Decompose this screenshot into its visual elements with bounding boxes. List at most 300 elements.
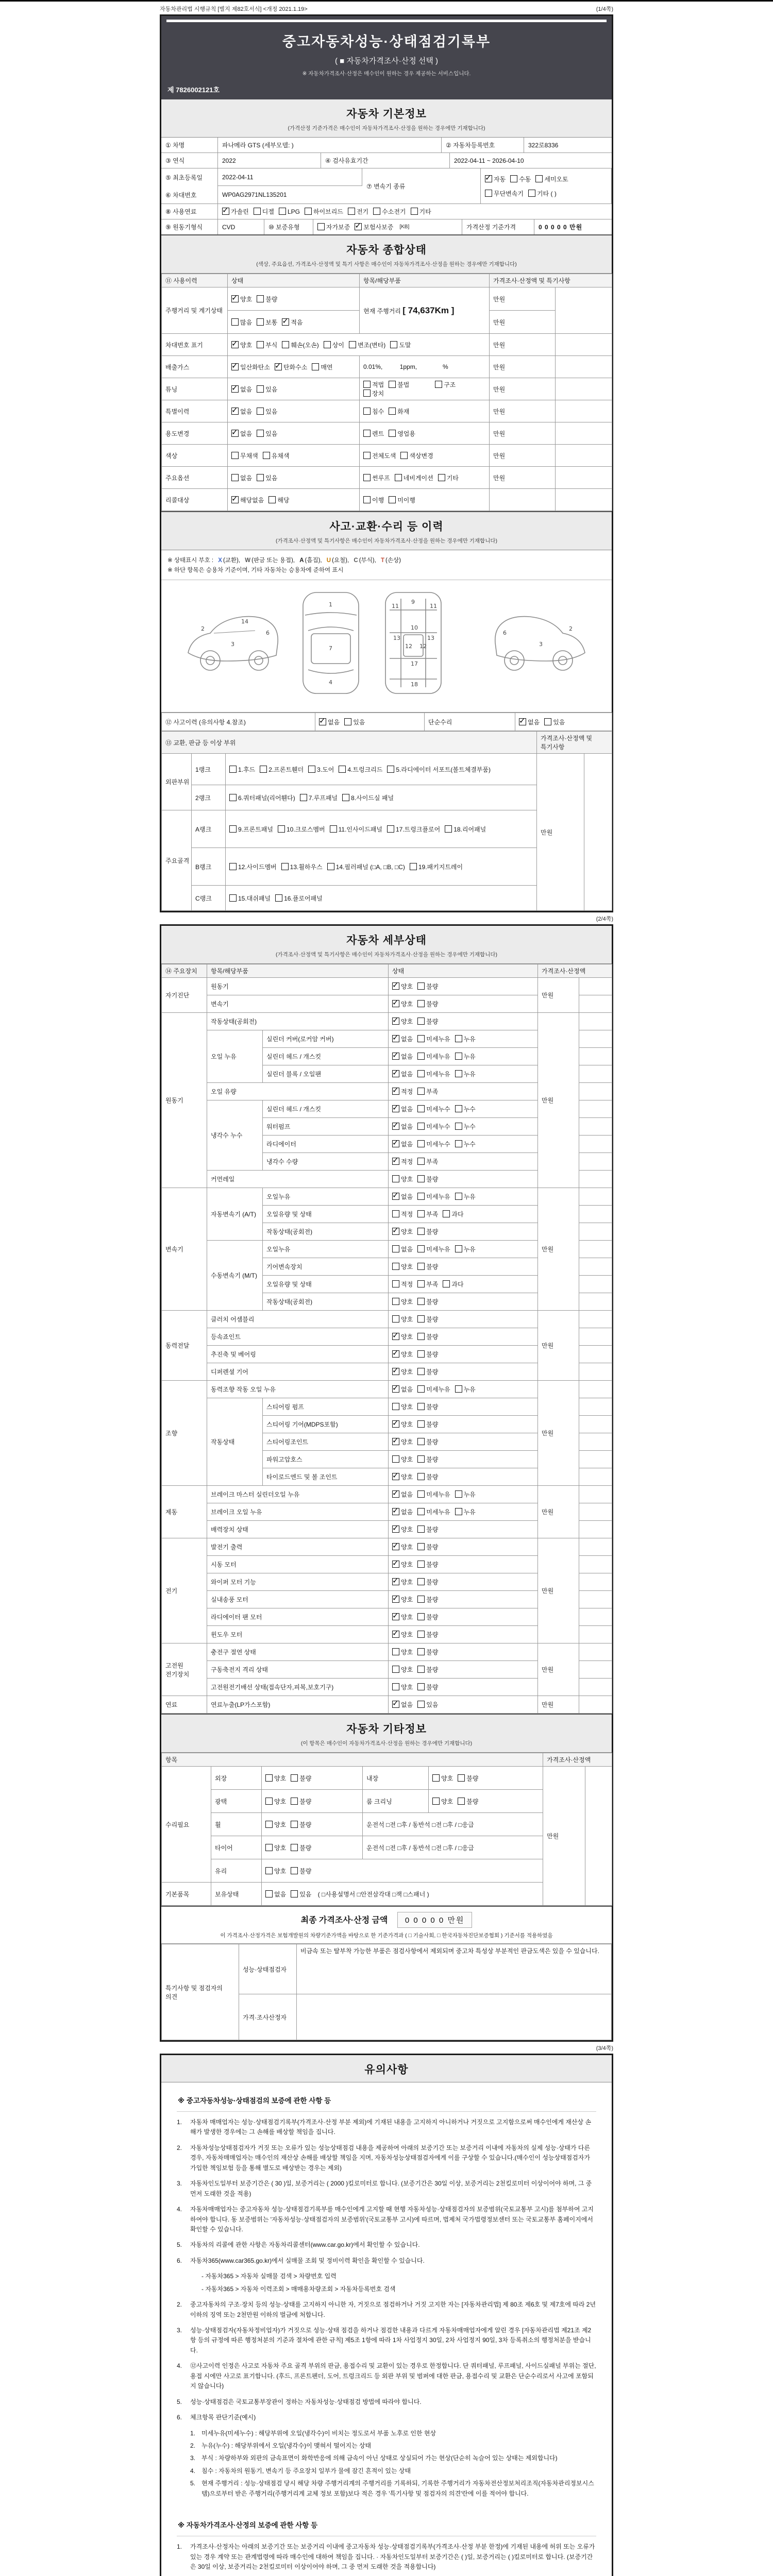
checkbox-option-label: 2.프론트휀더	[268, 766, 304, 773]
checkbox-option-label: 양호	[401, 1298, 413, 1306]
checked-checkbox-icon	[392, 1490, 399, 1498]
recall-fulfill-options	[360, 489, 490, 511]
unchecked-checkbox-icon	[389, 381, 396, 388]
main-frame-label: 주요골격	[162, 810, 192, 911]
unchecked-checkbox-icon	[455, 1035, 462, 1042]
detail-item: 오일 유량	[207, 1083, 389, 1100]
checked-checkbox-icon	[519, 718, 526, 725]
checkbox-option-label: 양호	[274, 1867, 287, 1875]
group-steering: 조향	[162, 1381, 207, 1486]
checkbox-option-label: 미이행	[397, 496, 415, 504]
field-engine-type: CVD	[218, 219, 264, 234]
amount-cell: 만원	[490, 311, 556, 334]
checkbox-option	[392, 1140, 413, 1148]
checkbox-option	[417, 1683, 438, 1691]
checkbox-option	[291, 1843, 311, 1852]
unchecked-checkbox-icon	[455, 1508, 462, 1515]
checkbox-option-label: 불량	[426, 1666, 439, 1673]
checkbox-option	[392, 1122, 413, 1131]
checkbox-option	[417, 1578, 438, 1586]
checkbox-option	[417, 1297, 438, 1306]
checkbox-option-label: 누수	[463, 1106, 476, 1113]
svg-text:3: 3	[231, 641, 234, 648]
unchecked-checkbox-icon	[535, 175, 543, 182]
rankA-items	[226, 810, 537, 848]
checkbox-option	[455, 1507, 476, 1516]
checkbox-option-label: 불량	[299, 1774, 312, 1782]
checkbox-option-label: 불법	[397, 381, 410, 388]
col-main-device: ⑭ 주요장치	[162, 964, 207, 978]
unchecked-checkbox-icon	[417, 1350, 425, 1358]
notice-line-number: 3.	[177, 2327, 182, 2334]
unchecked-checkbox-icon	[417, 1613, 425, 1620]
etc-tire-options	[262, 1836, 363, 1859]
checkbox-option-label: 적음	[291, 318, 303, 326]
svg-text:10: 10	[411, 624, 418, 631]
svg-text:7: 7	[329, 645, 332, 652]
checkbox-option-label: 양호	[401, 1544, 413, 1551]
checkbox-option-label: 과다	[451, 1211, 464, 1218]
checkbox-option	[392, 1297, 413, 1306]
svg-text:13: 13	[427, 635, 434, 641]
unchecked-checkbox-icon	[417, 1631, 425, 1638]
group-repair-needed: 수리필요	[162, 1767, 211, 1883]
checkbox-option	[417, 1087, 438, 1096]
col-usage-history: ⑪ 사용이력	[162, 274, 228, 287]
page-marker-3: (3/4쪽)	[596, 2045, 613, 2052]
page-marker-2: (2/4쪽)	[596, 916, 613, 922]
checkbox-option	[392, 1052, 413, 1061]
notice-line	[177, 2179, 596, 2199]
parts-amount-cell: 만원	[537, 754, 584, 911]
checkbox-option-label: 부식	[265, 341, 278, 349]
unchecked-checkbox-icon	[417, 1140, 425, 1147]
checkbox-option-label: 해당	[277, 496, 290, 504]
unchecked-checkbox-icon	[339, 766, 346, 773]
unchecked-checkbox-icon	[392, 1210, 399, 1217]
section-basic-info	[161, 99, 612, 138]
checkbox-option-label: 자동	[494, 175, 506, 183]
checkbox-option-label: 가솔린	[231, 208, 249, 215]
checked-checkbox-icon	[392, 1123, 399, 1130]
checkbox-option	[392, 1683, 413, 1691]
amount-cell: 만원	[490, 467, 556, 489]
svg-text:1: 1	[329, 601, 332, 608]
row-usage-change-label: 용도변경	[162, 422, 228, 445]
checked-checkbox-icon	[392, 1420, 399, 1428]
checkbox-option-label: 렌트	[372, 430, 384, 437]
checkbox-option-label: 불량	[426, 1316, 439, 1323]
section-basic-subtitle: (가격산정 기준가격은 매수인이 자동차가격조사·산정을 원하는 경우에만 기재합니다)	[288, 125, 485, 131]
checked-checkbox-icon	[231, 341, 239, 348]
notice-body	[161, 2082, 612, 2576]
checkbox-option	[278, 825, 325, 834]
checkbox-option-label: 양호	[441, 1774, 453, 1782]
etc-tire-positions: 운전석 □전 □후 / 동반석 □전 □후 / □응급	[363, 1836, 543, 1859]
unchecked-checkbox-icon	[229, 794, 237, 801]
checkbox-option-label: 양호	[401, 1228, 413, 1235]
unchecked-checkbox-icon	[265, 1867, 273, 1874]
checkbox-option-label: 양호	[401, 1473, 413, 1481]
checked-checkbox-icon	[231, 363, 239, 370]
checkbox-option	[229, 825, 273, 834]
notice-line-text: - 자동차365 > 자동차 실매물 검색 > 차량번호 입력	[201, 2273, 337, 2280]
checkbox-option	[411, 207, 431, 216]
checkbox-option-label: 있음	[426, 1701, 439, 1708]
detail-state	[389, 1398, 538, 1416]
row-special-history-label: 특별이력	[162, 400, 228, 422]
unchecked-checkbox-icon	[417, 1473, 425, 1480]
checked-checkbox-icon	[392, 1561, 399, 1568]
checkbox-option	[275, 894, 323, 903]
unchecked-checkbox-icon	[455, 1385, 462, 1393]
notice-line-text: 가격조사·산정자는 아래의 보증기간 또는 보증거리 이내에 중고자동차 성능·상태점검기록부(가격조사·산정 부분 한정)에 기재된 내용에 허위 또는 오류가 있는 경우 계약 또는 관계법령에 따라 매수인에 대하여 책임을 집니다. · 자동차인도일부터 보증기간은 ( )일, 보증거리는 ( )킬로미터로 합니다. (보증기간은 30일 이상, 보증거리는 2천킬로미터 이상이어야 하며, 그 중 먼저 도래한 것을 적용합니다)	[190, 2543, 595, 2570]
checkbox-option	[231, 496, 264, 504]
legend-code-x: X	[218, 557, 222, 564]
notice-line-text: 자동차의 리콜에 관한 사항은 자동차리콜센터(www.car.go.kr)에서 확인할 수 있습니다.	[190, 2241, 420, 2249]
checkbox-option-label: 누유	[463, 1053, 476, 1060]
unchecked-checkbox-icon	[363, 430, 371, 437]
checkbox-option	[438, 473, 459, 482]
etc-glass-label: 유리	[211, 1859, 262, 1883]
opinion-table	[161, 1944, 612, 2040]
etc-wheel-label: 휠	[211, 1813, 262, 1836]
checked-checkbox-icon	[392, 1018, 399, 1025]
unchecked-checkbox-icon	[387, 825, 394, 833]
col-detail-item: 항목/해당부품	[207, 964, 389, 978]
detail-item: 실내송풍 모터	[207, 1591, 389, 1608]
notice-line-number: 6.	[177, 2257, 182, 2264]
notice-line-number: 1.	[177, 2543, 182, 2551]
checkbox-option-label: 양호	[401, 1596, 413, 1603]
detail-item: 클러치 어셈블리	[207, 1311, 389, 1328]
accident-history-table	[161, 713, 612, 731]
checkbox-option-label: 이행	[372, 496, 384, 504]
checked-checkbox-icon	[319, 718, 326, 725]
parts-price-header: 가격조사·산정액 및 특기사항	[537, 732, 612, 754]
unchecked-checkbox-icon	[392, 1175, 399, 1182]
checkbox-option	[485, 175, 506, 183]
checkbox-option-label: 누유	[463, 1509, 476, 1516]
checked-checkbox-icon	[355, 223, 362, 230]
checkbox-option	[455, 1035, 476, 1043]
etc-holding-checkboxes	[265, 1891, 316, 1898]
checkbox-option	[417, 1035, 450, 1043]
checkbox-option	[417, 1052, 450, 1061]
checkbox-option	[410, 862, 463, 871]
checkbox-option-label: 영업용	[397, 430, 415, 437]
checkbox-option-label: 수소전기	[382, 208, 406, 215]
checkbox-option	[417, 1192, 450, 1201]
notice-line-number: 3.	[177, 2180, 182, 2188]
detail-state	[389, 1503, 538, 1521]
subgroup-at: 자동변속기 (A/T)	[207, 1188, 263, 1241]
unchecked-checkbox-icon	[317, 223, 325, 230]
checkbox-option-label: 양호	[274, 1844, 287, 1852]
checkbox-option	[417, 1367, 438, 1376]
checkbox-option-label: LPG	[287, 208, 300, 215]
checkbox-option-label: 적정	[401, 1281, 413, 1288]
detail-state	[389, 1363, 538, 1381]
etc-holding-items: ( □사용설명서 □안전삼각대 □잭 □스패너 )	[317, 1890, 429, 1898]
checkbox-option	[291, 1797, 311, 1806]
field-year: 2022	[218, 153, 321, 168]
notice-line	[190, 2466, 596, 2476]
checkbox-option-label: 미세누유	[426, 1246, 450, 1253]
checkbox-option	[363, 380, 384, 389]
checkbox-option	[417, 1613, 438, 1621]
legend-code-u: U	[326, 557, 331, 564]
section-overall-subtitle: (색상, 주요옵션, 가격조사·산정액 및 특기 사항은 매수인이 자동차가격조사·산정을 원하는 경우에만 기재합니다)	[256, 261, 517, 267]
unchecked-checkbox-icon	[392, 1683, 399, 1690]
checkbox-option-label: 양호	[401, 1456, 413, 1463]
field-year-label: ③ 연식	[161, 153, 218, 168]
checkbox-option-label: 양호	[401, 1333, 413, 1341]
section-detail-title: 자동차 세부상태	[346, 935, 427, 946]
checkbox-option-label: 전체도색	[372, 452, 396, 460]
checkbox-option-label: 부족	[426, 1211, 439, 1218]
checked-checkbox-icon	[392, 1053, 399, 1060]
detail-item: 브레이크 오일 누유	[207, 1503, 389, 1521]
checkbox-option	[458, 1774, 478, 1783]
checkbox-option-label: 양호	[401, 1018, 413, 1025]
checkbox-option	[417, 1455, 438, 1464]
checkbox-option-label: 없음	[401, 1509, 413, 1516]
checkbox-option-label: 수동	[519, 175, 531, 183]
unchecked-checkbox-icon	[308, 766, 315, 773]
checkbox-option-label: 미세누유	[426, 1071, 450, 1078]
etc-glass-options	[262, 1859, 543, 1883]
checkbox-option	[348, 207, 368, 216]
checkbox-option	[392, 982, 413, 991]
notice-line	[177, 2397, 596, 2407]
field-base-price-label: 가격산정 기준가격	[462, 219, 534, 234]
detail-item: 시동 모터	[207, 1556, 389, 1573]
unchecked-checkbox-icon	[417, 1175, 425, 1182]
rankB-label: B랭크	[192, 848, 226, 886]
notice-line-number: 5.	[190, 2480, 196, 2487]
checkbox-option-label: 미세누유	[426, 1036, 450, 1043]
checkbox-option-label: 불량	[426, 1473, 439, 1481]
opinion-group-label: 특기사항 및 점검자의 의견	[162, 1944, 239, 2040]
opinion-appraiser-text	[297, 1994, 612, 2040]
vin-mark-options	[228, 334, 490, 356]
checkbox-option	[349, 341, 385, 349]
checked-checkbox-icon	[392, 1070, 399, 1077]
checkbox-option-label: 9.프론트패널	[238, 825, 273, 833]
checkbox-option-label: 썬루프	[372, 474, 390, 482]
unchecked-checkbox-icon	[417, 1315, 425, 1323]
detail-state	[389, 1696, 538, 1714]
checkbox-option	[417, 1157, 438, 1166]
unchecked-checkbox-icon	[435, 381, 442, 388]
checked-checkbox-icon	[222, 208, 229, 215]
checked-checkbox-icon	[392, 1193, 399, 1200]
checkbox-option	[455, 1490, 476, 1499]
checkbox-option	[229, 894, 271, 903]
row-recall-label: 리콜대상	[162, 489, 228, 511]
checkbox-option	[392, 1472, 413, 1481]
unchecked-checkbox-icon	[390, 341, 397, 348]
group-transmission: 변속기	[162, 1188, 207, 1311]
unchecked-checkbox-icon	[363, 408, 371, 415]
detail-state	[389, 1013, 538, 1030]
unchecked-checkbox-icon	[417, 1543, 425, 1550]
detail-item: 추진축 및 베어링	[207, 1346, 389, 1363]
checkbox-option-label: 불량	[299, 1798, 312, 1805]
section-basic-title: 자동차 기본정보	[346, 108, 427, 120]
unchecked-checkbox-icon	[410, 863, 417, 870]
unchecked-checkbox-icon	[392, 1298, 399, 1305]
detail-item: 스티어링 기어(MDPS포함)	[263, 1416, 389, 1433]
checkbox-option-label: 누유	[463, 1036, 476, 1043]
detail-state	[389, 1153, 538, 1171]
checked-checkbox-icon	[392, 1526, 399, 1533]
notice-line-text: 누유(누수) : 해당부위에서 오일(냉각수)이 맺혀서 떨어지는 상태	[201, 2442, 372, 2449]
checkbox-option-label: 디젤	[262, 208, 274, 215]
outer-panel-label: 외판부위	[162, 754, 192, 810]
checkbox-option	[392, 1367, 413, 1376]
opinion-inspector-label: 성능·상태점검자	[239, 1944, 297, 1994]
detail-state	[389, 1433, 538, 1451]
checkbox-option	[417, 1210, 438, 1218]
checkbox-option	[231, 473, 252, 482]
checkbox-option	[417, 1017, 438, 1026]
detail-state	[389, 1311, 538, 1328]
amount-cell: 만원	[538, 1486, 579, 1538]
rank1-items	[226, 754, 537, 785]
svg-text:6: 6	[503, 630, 507, 636]
checked-checkbox-icon	[392, 1508, 399, 1515]
checkbox-option	[392, 1280, 413, 1289]
detail-item: 작동상태(공회전)	[207, 1013, 389, 1030]
unchecked-checkbox-icon	[231, 474, 239, 481]
detail-state	[389, 1521, 538, 1538]
checkbox-option-label: 불량	[426, 1263, 439, 1270]
unchecked-checkbox-icon	[257, 341, 264, 348]
notice-line	[177, 2240, 596, 2250]
notice-head-a: ※ 중고자동차성능·상태점검의 보증에 관한 사항 등	[177, 2088, 596, 2112]
unchecked-checkbox-icon	[363, 496, 371, 503]
checkbox-option	[275, 363, 307, 371]
checkbox-option	[417, 1595, 438, 1604]
unchecked-checkbox-icon	[417, 1403, 425, 1410]
checkbox-option	[417, 1525, 438, 1534]
car-diagram-svg	[165, 583, 608, 704]
notice-line-number	[190, 2284, 201, 2294]
legend-code-w: W	[245, 557, 251, 564]
checkbox-option	[392, 1507, 413, 1516]
unchecked-checkbox-icon	[291, 1844, 298, 1851]
checkbox-option-label: 불량	[265, 295, 278, 303]
checkbox-option-label: 양호	[401, 1438, 413, 1446]
rankA-label: A랭크	[192, 810, 226, 848]
field-car-name: 파나메라 GTS (세부모델: )	[218, 138, 442, 152]
checkbox-option	[432, 1797, 453, 1806]
checkbox-option	[392, 1262, 413, 1271]
checkbox-option	[417, 1700, 438, 1709]
checkbox-option	[392, 1578, 413, 1586]
amount-cell: 만원	[490, 378, 556, 400]
notice-line-number: 3.	[190, 2454, 196, 2462]
checkbox-option	[281, 862, 323, 871]
checkbox-option	[339, 765, 382, 774]
checkbox-option	[265, 1797, 286, 1806]
svg-text:6: 6	[266, 630, 270, 636]
checkbox-option-label: 미세누수	[426, 1106, 450, 1113]
group-powertrain: 동력전달	[162, 1311, 207, 1381]
page-1	[160, 14, 613, 912]
exchange-parts-table	[161, 731, 612, 911]
svg-text:11: 11	[430, 603, 437, 609]
notice-line-number: 5.	[177, 2398, 182, 2405]
car-damage-diagram	[161, 580, 612, 713]
detail-state	[389, 1346, 538, 1363]
unchecked-checkbox-icon	[528, 190, 535, 197]
checkbox-option	[455, 1245, 476, 1253]
detail-item: 배력장치 상태	[207, 1521, 389, 1538]
checkbox-option	[443, 1210, 463, 1218]
unchecked-checkbox-icon	[485, 190, 492, 197]
usage-change-options	[228, 422, 360, 445]
checked-checkbox-icon	[392, 1158, 399, 1165]
unchecked-checkbox-icon	[392, 1315, 399, 1323]
recall-options	[228, 489, 360, 511]
checkbox-option-label: 누유	[463, 1071, 476, 1078]
checked-checkbox-icon	[392, 982, 399, 990]
checkbox-option	[400, 451, 433, 460]
detail-state	[389, 1538, 538, 1556]
unchecked-checkbox-icon	[278, 825, 285, 833]
checkbox-option-label: 적정	[401, 1211, 413, 1218]
checkbox-option-label: 일산화탄소	[240, 363, 270, 371]
checkbox-option-label: 불량	[426, 1456, 439, 1463]
detail-item: 등속죠인트	[207, 1328, 389, 1346]
checkbox-option-label: 미세누유	[426, 1386, 450, 1393]
amount-cell: 만원	[538, 978, 579, 1013]
unchecked-checkbox-icon	[387, 766, 394, 773]
checkbox-option-label: 기타	[419, 208, 431, 215]
unchecked-checkbox-icon	[417, 1526, 425, 1533]
checkbox-option-label: 없음	[528, 718, 540, 726]
field-reg-no: 322로8336	[528, 142, 559, 149]
checkbox-option-label: 양호	[401, 1316, 413, 1323]
notice-line-text: 체크항목 판단기준(예시)	[190, 2414, 256, 2421]
notice-items-a	[177, 2117, 596, 2499]
unchecked-checkbox-icon	[257, 295, 264, 302]
detail-state	[389, 1661, 538, 1679]
notice-line-text: 침수 : 자동차의 원동기, 변속기 등 주요장치 일부가 물에 잠긴 흔적이 있는 상태	[201, 2467, 411, 2475]
checkbox-option-label: 미세누유	[426, 1491, 450, 1498]
checkbox-option	[458, 1797, 478, 1806]
checked-checkbox-icon	[392, 1228, 399, 1235]
checkbox-option-label: 14.필러패널 (□A, □B, □C)	[335, 863, 405, 871]
etc-info-table	[161, 1753, 612, 1906]
detail-item: 변속기	[207, 995, 389, 1013]
detail-item: 라디에이터	[263, 1136, 389, 1153]
section-overall	[161, 234, 612, 274]
section-etc	[161, 1714, 612, 1753]
subgroup-mt: 수동변속기 (M/T)	[207, 1241, 263, 1311]
field-vin-label: ⑥ 차대번호	[161, 186, 218, 204]
svg-text:3: 3	[539, 641, 543, 648]
checkbox-option	[392, 1665, 413, 1674]
detail-state	[389, 1293, 538, 1311]
checkbox-option-label: 없음	[401, 1491, 413, 1498]
checkbox-option	[392, 1648, 413, 1656]
detail-state	[389, 1276, 538, 1293]
checkbox-option-label: 세미오토	[544, 175, 568, 183]
